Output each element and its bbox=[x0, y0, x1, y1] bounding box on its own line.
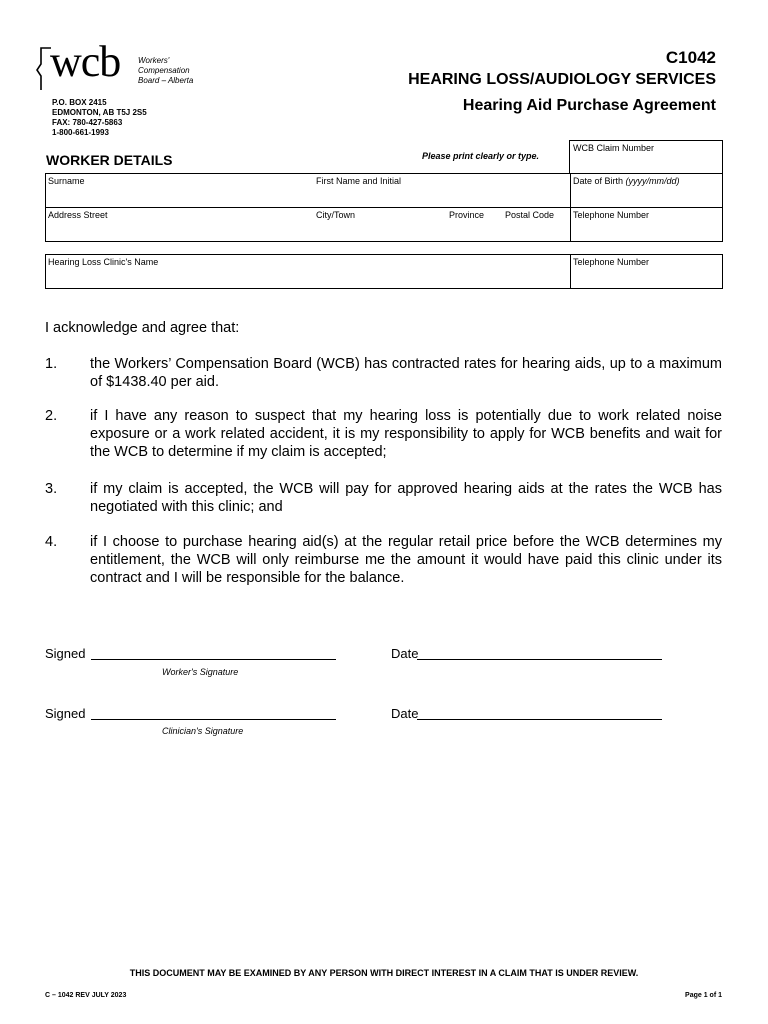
footer-disclaimer: THIS DOCUMENT MAY BE EXAMINED BY ANY PERSON WITH DIRECT INTEREST IN A CLAIM THAT IS UNDER REVIEW. bbox=[129, 968, 639, 978]
province-label: Province bbox=[449, 210, 485, 220]
section-title-worker-details: WORKER DETAILS bbox=[46, 152, 173, 168]
form-title: HEARING LOSS/AUDIOLOGY SERVICES bbox=[408, 71, 716, 88]
form-code: C1042 bbox=[665, 48, 716, 67]
agreement-item bbox=[0, 480, 768, 515]
item-number: 1. bbox=[45, 356, 58, 372]
first-name-label: First Name and Initial bbox=[316, 176, 402, 186]
telephone-label: Telephone Number bbox=[573, 210, 650, 220]
postal-code-label: Postal Code bbox=[505, 210, 555, 220]
date-of-birth-label: Date of Birth (yyyy/mm/dd) bbox=[573, 176, 680, 186]
mailing-address: P.O. BOX 2415 EDMONTON, AB T5J 2S5 FAX: 780-427-5863 1-800-661-1993 bbox=[52, 98, 147, 137]
worker-date-line[interactable] bbox=[417, 659, 662, 660]
agreement-item bbox=[0, 407, 768, 460]
date-format-hint: (yyyy/mm/dd) bbox=[625, 176, 680, 186]
clinician-signed-label: Signed bbox=[45, 706, 86, 721]
clinician-signature-line[interactable] bbox=[91, 719, 336, 720]
page-number: Page 1 of 1 bbox=[685, 992, 722, 999]
address-street-field[interactable] bbox=[46, 208, 314, 241]
clinic-name-field[interactable] bbox=[46, 255, 570, 288]
clinic-details-table bbox=[45, 254, 723, 289]
wcb-logo bbox=[36, 37, 206, 92]
claim-number-field[interactable] bbox=[569, 140, 723, 174]
clinic-name-label: Hearing Loss Clinic's Name bbox=[48, 257, 159, 267]
agreement-item bbox=[0, 355, 768, 390]
clinician-date-line[interactable] bbox=[417, 719, 662, 720]
worker-signed-label: Signed bbox=[45, 646, 86, 661]
logo-wordmark: wcb bbox=[50, 37, 121, 86]
worker-details-table bbox=[45, 173, 723, 242]
item-number: 3. bbox=[45, 481, 58, 497]
surname-label: Surname bbox=[48, 176, 85, 186]
clinic-telephone-label: Telephone Number bbox=[573, 257, 650, 267]
item-text: if I choose to purchase hearing aid(s) at the regular retail price before the WCB determines my entitlement, the WCB will only reimburse me the amount it would have paid this clinic under its contract and I will be responsible for the balance. bbox=[90, 534, 722, 586]
logo-subtitle: Workers' Compensation Board – Alberta bbox=[138, 56, 194, 85]
claim-number-label: WCB Claim Number bbox=[573, 143, 655, 153]
clinician-date-label: Date bbox=[391, 706, 419, 721]
city-field[interactable] bbox=[314, 208, 448, 241]
worker-signature-caption: Worker's Signature bbox=[162, 667, 239, 677]
clinic-telephone-field[interactable] bbox=[571, 255, 722, 288]
item-number: 4. bbox=[45, 534, 58, 550]
item-text: if I have any reason to suspect that my hearing loss is potentially due to work related noise exposure or a work related accident, it is my responsibility to apply for WCB benefits and wait for the WCB to determine if my claim is accepted; bbox=[90, 408, 722, 460]
item-text: the Workers’ Compensation Board (WCB) has contracted rates for hearing aids, up to a maximum of $1438.40 per aid. bbox=[90, 356, 722, 390]
first-name-field[interactable] bbox=[314, 174, 570, 207]
form-subtitle: Hearing Aid Purchase Agreement bbox=[462, 97, 716, 114]
agreement-intro: I acknowledge and agree that: bbox=[45, 320, 240, 336]
agreement-item bbox=[0, 533, 768, 586]
worker-date-label: Date bbox=[391, 646, 419, 661]
worker-signature-line[interactable] bbox=[91, 659, 336, 660]
item-text: if my claim is accepted, the WCB will pay for approved hearing aids at the rates the WCB has negotiated with this clinic; and bbox=[90, 481, 722, 515]
city-label: City/Town bbox=[316, 210, 356, 220]
province-field[interactable] bbox=[448, 208, 504, 241]
item-number: 2. bbox=[45, 408, 58, 424]
clinician-signature-caption: Clinician's Signature bbox=[162, 726, 244, 736]
address-street-label: Address Street bbox=[48, 210, 108, 220]
surname-field[interactable] bbox=[46, 174, 314, 207]
revision-code: C – 1042 REV JULY 2023 bbox=[45, 992, 127, 999]
date-of-birth-field[interactable] bbox=[571, 174, 722, 207]
postal-code-field[interactable] bbox=[504, 208, 570, 241]
telephone-field[interactable] bbox=[571, 208, 722, 241]
print-instruction: Please print clearly or type. bbox=[422, 151, 540, 161]
